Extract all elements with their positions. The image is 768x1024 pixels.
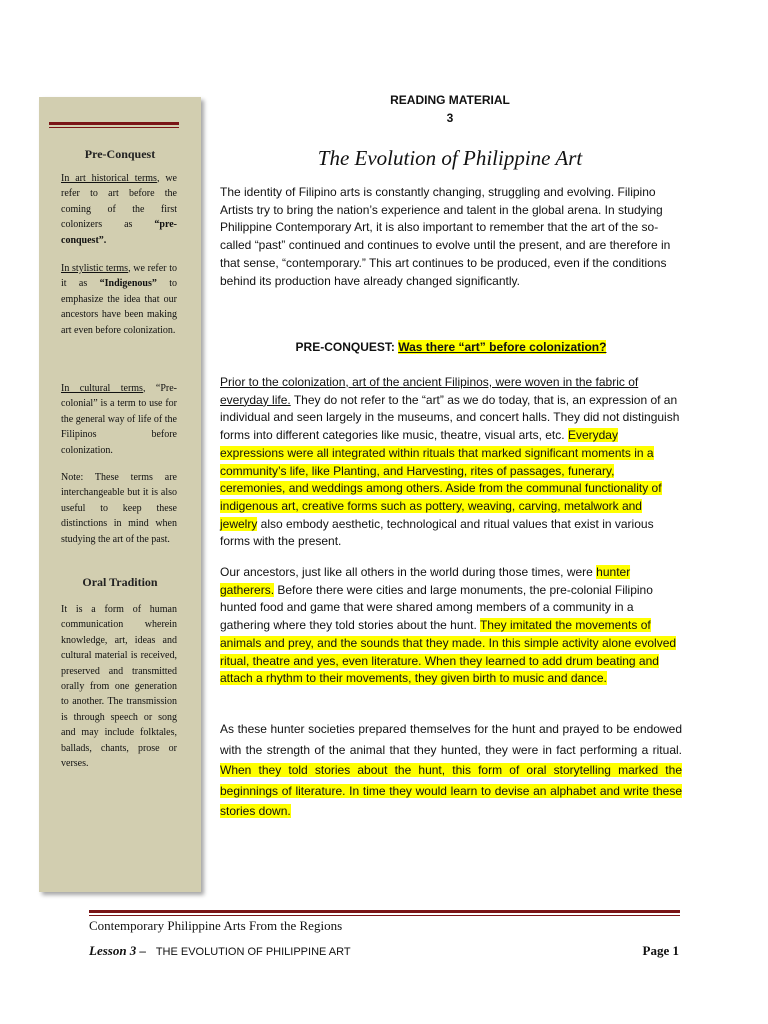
reading-material-number: 3 (446, 111, 454, 125)
footer-lesson-label: Lesson 3 – (89, 943, 147, 958)
footer-rule-thin (89, 915, 680, 916)
term-preconquest: “pre-conquest”. (61, 219, 177, 246)
footer-course-title: Contemporary Philippine Arts From the Regions (89, 918, 343, 933)
sidebar-paragraph-cultural (61, 381, 177, 458)
term-cultural: In cultural terms (61, 383, 143, 394)
reading-material-label: READING MATERIAL (390, 93, 510, 107)
page-number: Page 1 (642, 943, 679, 958)
section-question: Was there “art” before colonization? (398, 340, 607, 354)
section-heading (220, 340, 682, 354)
term-art-historical: In art historical terms (61, 173, 157, 184)
hunter-gatherers-paragraph (220, 564, 682, 688)
sidebar-rule (49, 122, 179, 125)
sidebar-text: , we refer to it as (61, 263, 177, 290)
footer-rule (89, 910, 680, 913)
body-text: Our ancestors, just like all others in the world during those times, were (220, 565, 597, 579)
sidebar-note: Note: These terms are interchangeable but it is also useful to keep these distinctions in mind when studying the art of the past. (61, 472, 177, 545)
sidebar-heading-oral-tradition: Oral Tradition (82, 575, 158, 589)
sidebar-heading-preconquest: Pre-Conquest (84, 147, 156, 161)
sidebar-paragraph-oral-tradition: It is a form of human communication wherein knowledge, art, ideas and cultural material is received, preserved and transmitted orally from one generation to another. The transmission is through speech or song and may include folktales, ballads, chants, prose or verses. (61, 604, 177, 770)
term-indigenous: “Indigenous” (99, 278, 157, 290)
preconquest-paragraph (220, 374, 682, 551)
underlined-sentence: Prior to the colonization, art of the ancient Filipinos, were woven in the fabric of everyday life. (220, 375, 639, 407)
ritual-paragraph (220, 719, 682, 822)
highlighted-text: When they told stories about the hunt, this form of oral storytelling marked the beginnings of literature. In time they would learn to devise an alphabet and write these stories down. (220, 763, 682, 818)
footer-lesson-title: THE EVOLUTION OF PHILIPPINE ART (155, 946, 351, 958)
body-text: They do not refer to the “art” as we do today, that is, an expression of an individual and seen largely in the museums, and concert halls. They did not distinguish forms into different categories like music, theatre, visual arts, etc. (220, 392, 680, 443)
section-prefix: PRE-CONQUEST: (295, 340, 399, 354)
body-text: As these hunter societies prepared themselves for the hunt and prayed to be endowed with the strength of the animal that they hunted, they were in fact performing a ritual. (220, 722, 682, 757)
sidebar-text: , we refer to art before the coming of the first colonizers as (61, 173, 177, 231)
term-stylistic: In stylistic terms (61, 263, 129, 274)
sidebar-paragraph-stylistic (61, 261, 177, 338)
sidebar-text: to emphasize the idea that our ancestors have been making art even before colonization. (61, 278, 177, 336)
sidebar-text: , “Pre-colonial” is a term to use for the general way of life of the Filipinos before colonization. (61, 383, 177, 456)
intro-paragraph: The identity of Filipino arts is constantly changing, struggling and evolving. Filipino Artists try to bring the nation’s experience and talent in the global arena. In studying Philippine Contemporary Art, it is also important to remember that the art of the so-called “past” continued and continues to evolve until the present, and are therefore in that sense, “contemporary.” This art continues to be produced, even if the conditions behind its production have already changed significantly. (220, 185, 671, 288)
body-text: also embody aesthetic, technological and ritual values that exist in various forms with the present. (220, 516, 654, 549)
sidebar-rule-thin (49, 127, 179, 128)
footer-lesson (89, 943, 351, 959)
sidebar-paragraph-art-historical (61, 171, 177, 248)
highlighted-text: Everyday expressions were all integrated within rituals that marked significant moments in a community’s life, like Planting, and Harvesting, rites of passages, funerary, ceremonies, and weddings among others. Aside from the communal functionality of indigenous art, creative forms such as pottery, weaving, carving, metalwork and jewelry (220, 428, 662, 531)
highlighted-text: hunter gatherers. (220, 565, 631, 597)
document-title: The Evolution of Philippine Art (317, 146, 583, 170)
highlighted-text: They imitated the movements of animals and prey, and the sounds that they made. In this simple activity alone evolved ritual, theatre and yes, even literature. When they learned to add drum beating and attach a rhythm to their movements, they given birth to music and dance. (220, 618, 677, 686)
body-text: Before there were cities and large monuments, the pre-colonial Filipino hunted food and game that were shared among members of a community in a gathering where they told stories about the hunt. (220, 582, 653, 633)
